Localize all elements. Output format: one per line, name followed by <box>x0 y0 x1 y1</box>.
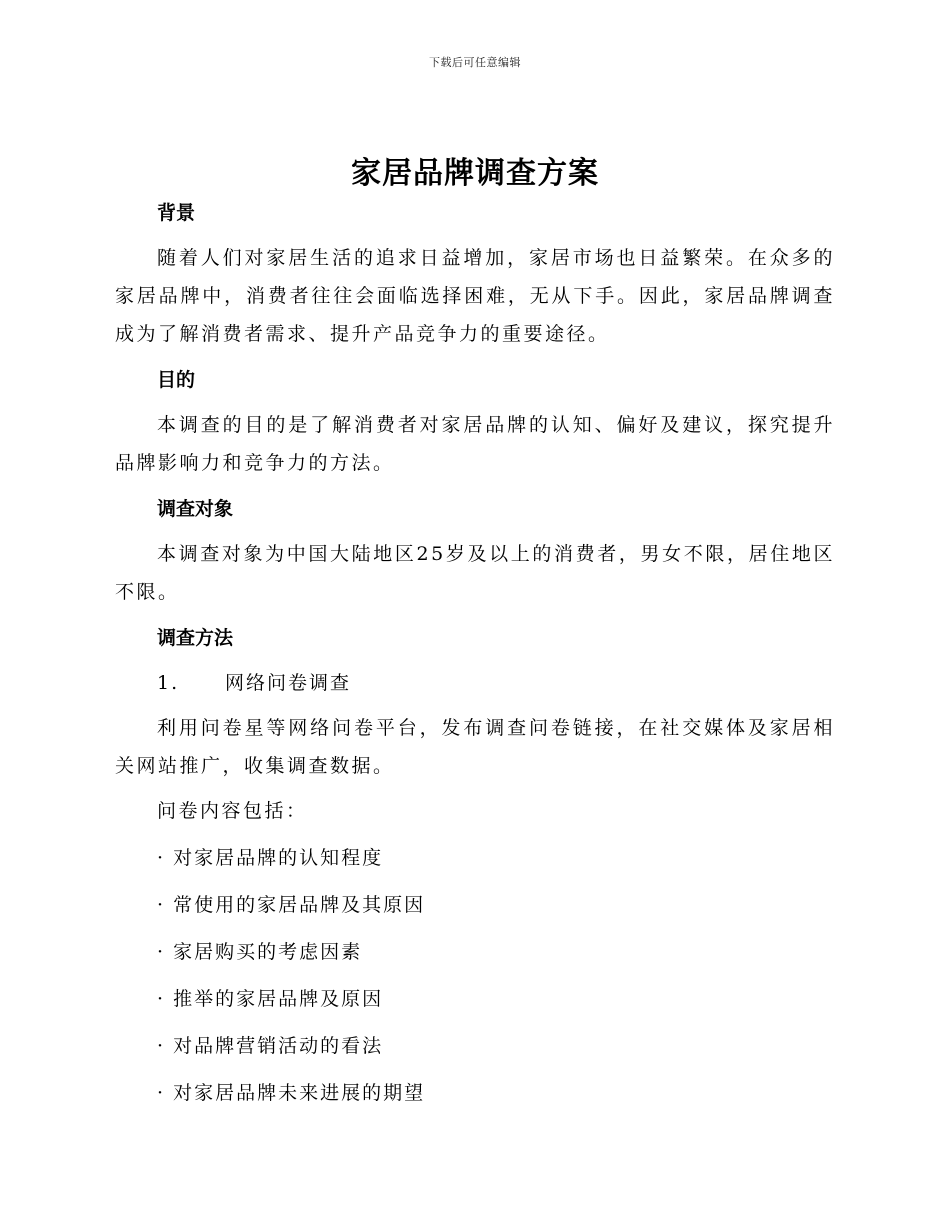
method-item-1-paragraph: 利用问卷星等网络问卷平台，发布调查问卷链接，在社交媒体及家居相关网站推广，收集调查数据。 <box>115 717 835 777</box>
method-item-1 <box>115 664 835 702</box>
section-heading-methods: 调查方法 <box>157 627 234 649</box>
list-item: · 对家居品牌的认知程度 <box>157 847 384 869</box>
method-item-1-label: 网络问卷调查 <box>225 672 352 694</box>
subjects-paragraph: 本调查对象为中国大陆地区25岁及以上的消费者，男女不限，居住地区不限。 <box>115 543 835 603</box>
page-title: 家居品牌调查方案 <box>351 156 599 191</box>
method-item-1-number: 1. <box>157 672 180 694</box>
list-item: · 对品牌营销活动的看法 <box>157 1035 384 1057</box>
questionnaire-intro: 问卷内容包括： <box>157 800 308 822</box>
background-paragraph: 随着人们对家居生活的追求日益增加，家居市场也日益繁荣。在众多的家居品牌中，消费者往往会面临选择困难，无从下手。因此，家居品牌调查成为了解消费者需求、提升产品竞争力的重要途径。 <box>115 247 835 345</box>
document-body <box>115 194 835 1112</box>
section-heading-subjects: 调查对象 <box>157 498 234 520</box>
list-item: · 推举的家居品牌及原因 <box>157 988 384 1010</box>
questionnaire-bullet-list <box>115 839 835 1112</box>
header-note: 下载后可任意编辑 <box>429 56 521 69</box>
list-item: · 家居购买的考虑因素 <box>157 941 363 963</box>
list-item: · 常使用的家居品牌及其原因 <box>157 894 426 916</box>
section-heading-purpose: 目的 <box>157 369 196 391</box>
section-heading-background: 背景 <box>157 202 196 224</box>
list-item: · 对家居品牌未来进展的期望 <box>157 1082 426 1104</box>
purpose-paragraph: 本调查的目的是了解消费者对家居品牌的认知、偏好及建议，探究提升品牌影响力和竞争力的方法。 <box>115 414 835 474</box>
